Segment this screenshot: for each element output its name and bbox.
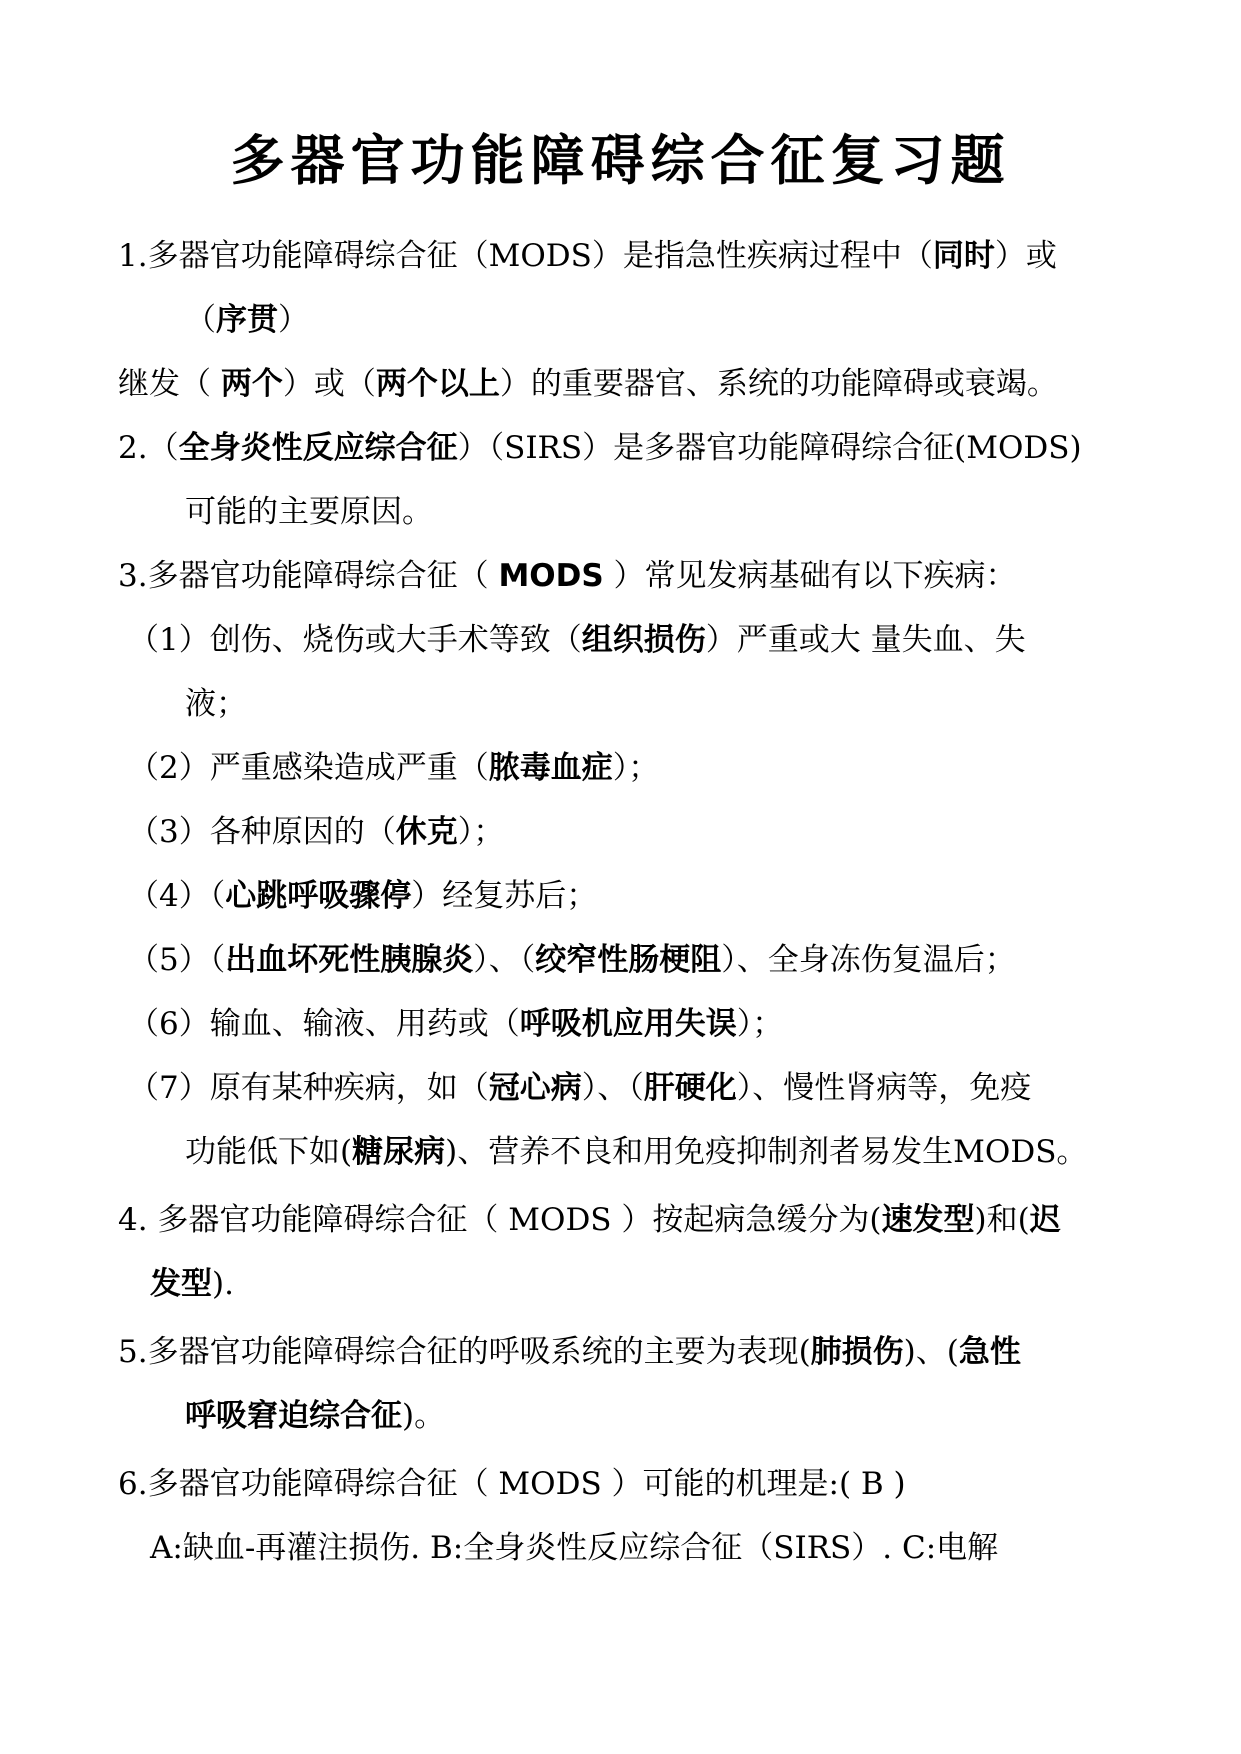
answer-text: 迟 <box>1029 1202 1061 1238</box>
question-text: ）； <box>736 1006 784 1042</box>
question-text: 液； <box>185 686 247 722</box>
answer-text: 冠心病 <box>488 1070 582 1106</box>
question-text: 4. 多器官功能障碍综合征（ MODS ）按起病急缓分为( <box>118 1202 882 1238</box>
answer-text: 呼吸窘迫综合征 <box>185 1398 402 1434</box>
text-line <box>128 812 504 852</box>
question-text: （1）创伤、烧伤或大手术等致（ <box>128 622 582 658</box>
question-text: ）的重要器官、系统的功能障碍或衰竭。 <box>499 366 1058 402</box>
text-line <box>118 1464 906 1504</box>
question-text: )。 <box>402 1398 446 1434</box>
question-text: 2.（ <box>118 430 179 466</box>
question-text: ）、（ <box>473 942 536 978</box>
text-line <box>185 684 247 724</box>
question-text: 1.多器官功能障碍综合征（MODS）是指急性疾病过程中（ <box>118 238 933 274</box>
answer-text: 速发型 <box>881 1202 975 1238</box>
answer-text: 肺损伤 <box>810 1334 904 1370</box>
question-text: （5）（ <box>128 942 226 978</box>
answer-text: 两个 <box>220 366 283 402</box>
question-text: 3.多器官功能障碍综合征（ <box>118 558 499 594</box>
text-line <box>185 300 309 340</box>
question-text: （6）输血、输液、用药或（ <box>128 1006 520 1042</box>
answer-text: 心跳呼吸骤停 <box>225 878 412 914</box>
text-line <box>185 1396 445 1436</box>
question-text: （3）各种原因的（ <box>128 814 396 850</box>
question-text: ）； <box>612 750 660 786</box>
question-text: ）（SIRS）是多器官功能障碍综合征(MODS) <box>457 430 1082 466</box>
text-line <box>150 1528 998 1568</box>
text-line <box>128 748 659 788</box>
text-line <box>118 364 1058 404</box>
document-title: 多器官功能障碍综合征复习题 <box>230 128 1011 192</box>
question-text: ）或 <box>994 238 1057 274</box>
question-text: ）、全身冻伤复温后； <box>721 942 1016 978</box>
answer-text: 出血坏死性胰腺炎 <box>225 942 474 978</box>
answer-text: 休克 <box>395 814 458 850</box>
answer-text: MODS <box>498 558 604 594</box>
question-text: ). <box>212 1266 234 1302</box>
question-text: )、( <box>903 1334 959 1370</box>
text-line <box>128 620 1026 660</box>
text-line <box>128 1068 1031 1108</box>
question-text: ）、（ <box>581 1070 644 1106</box>
text-line <box>118 428 1082 468</box>
question-text: 继发（ <box>118 366 221 402</box>
question-text: A:缺血-再灌注损伤. B:全身炎性反应综合征（SIRS）. C:电解 <box>150 1530 999 1566</box>
text-line <box>118 236 1057 276</box>
text-line <box>128 1004 783 1044</box>
text-line <box>118 1332 1021 1372</box>
text-line <box>128 876 597 916</box>
text-line <box>118 556 1017 596</box>
question-text: 6.多器官功能障碍综合征（ MODS ）可能的机理是:( B ) <box>118 1466 906 1502</box>
question-text: 功能低下如( <box>185 1134 353 1170</box>
question-text: 可能的主要原因。 <box>185 494 433 530</box>
question-text: （7）原有某种疾病，如（ <box>128 1070 489 1106</box>
answer-text: 组织损伤 <box>581 622 706 658</box>
question-text: ）； <box>457 814 505 850</box>
question-text: 5.多器官功能障碍综合征的呼吸系统的主要为表现( <box>118 1334 811 1370</box>
answer-text: 发型 <box>150 1266 212 1302</box>
answer-text: 两个以上 <box>375 366 500 402</box>
question-text: ）严重或大 量失血、失 <box>705 622 1026 658</box>
question-text: （2）严重感染造成严重（ <box>128 750 489 786</box>
answer-text: 急性 <box>958 1334 1021 1370</box>
answer-text: 糖尿病 <box>352 1134 446 1170</box>
text-line <box>185 1132 1087 1172</box>
answer-text: 序贯 <box>216 302 278 338</box>
question-text: )、营养不良和用免疫抑制剂者易发生MODS。 <box>445 1134 1088 1170</box>
text-line <box>118 1200 1061 1240</box>
answer-text: 全身炎性反应综合征 <box>178 430 458 466</box>
answer-text: 呼吸机应用失误 <box>519 1006 737 1042</box>
question-text: ） <box>278 302 309 338</box>
answer-text: 同时 <box>932 238 995 274</box>
text-line <box>128 940 1016 980</box>
answer-text: 肝硬化 <box>643 1070 737 1106</box>
question-text: )和( <box>974 1202 1030 1238</box>
question-text: ）常见发病基础有以下疾病： <box>603 558 1017 594</box>
question-text: （4）（ <box>128 878 226 914</box>
answer-text: 脓毒血症 <box>488 750 613 786</box>
question-text: ）或（ <box>282 366 376 402</box>
question-text: （ <box>185 302 216 338</box>
question-text: ）、慢性肾病等，免疫 <box>736 1070 1032 1106</box>
answer-text: 绞窄性肠梗阻 <box>535 942 722 978</box>
text-line <box>185 492 433 532</box>
question-text: ）经复苏后； <box>411 878 598 914</box>
text-line <box>150 1264 234 1304</box>
